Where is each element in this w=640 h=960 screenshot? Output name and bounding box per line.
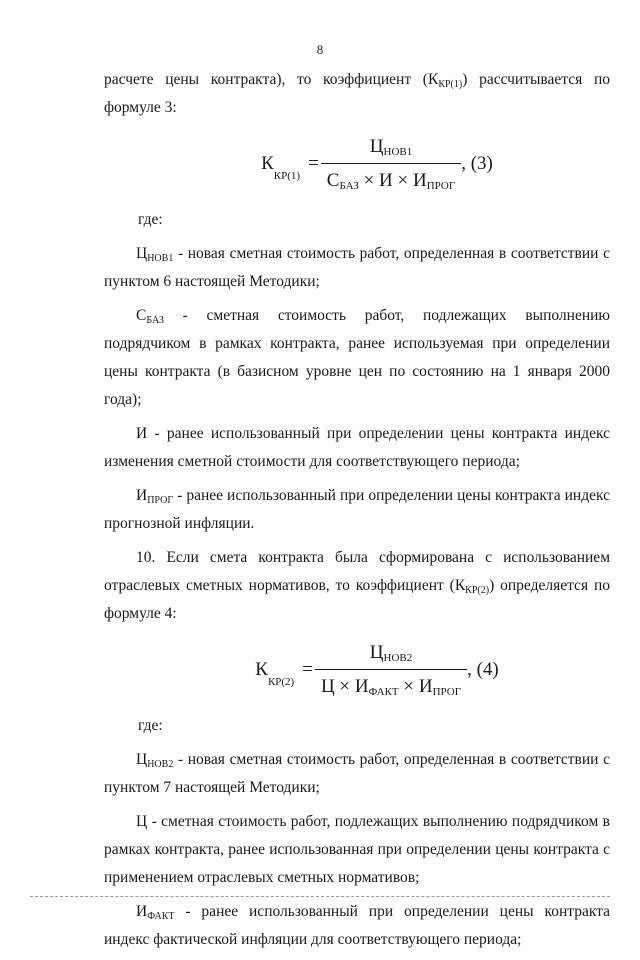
f4-fraction xyxy=(321,639,461,701)
p10-sub: КР(2) xyxy=(465,585,490,596)
e3-symbol: И xyxy=(136,903,148,920)
def-iprog xyxy=(104,482,610,538)
where-label-1: где: xyxy=(138,211,163,228)
d1-sub: НОВ1 xyxy=(147,253,174,264)
e3-text: - ранее использованный при определении цены контракта индекс фактической инфляции для соответствующего периода; xyxy=(104,903,610,948)
f4-den-c: И xyxy=(418,676,433,697)
f3-den-c-sub: ПРОГ xyxy=(426,180,456,192)
f3-num: Ц xyxy=(369,136,384,157)
def-i: И - ранее использованный при определении цены контракта индекс изменения сметной стоимости для соответствующего периода; xyxy=(104,425,610,470)
f3-den-a-sub: БАЗ xyxy=(339,180,359,192)
p10-text-end: ) определяется по формуле 4: xyxy=(104,577,610,622)
d1-text: - новая сметная стоимость работ, определенная в соответствии с пунктом 6 настоящей Методики; xyxy=(104,245,610,290)
def-tsnov1 xyxy=(104,240,610,296)
formula-4: К КР(2) = $\frac{Ц_{НОВ2}}{Ц \times И_{ФАКТ} \times И_{ПРОГ}}$ , (4) xyxy=(144,638,610,702)
f3-den-a: С xyxy=(326,170,340,191)
f3-equals: = xyxy=(308,153,319,174)
f4-den-b-sub: ФАКТ xyxy=(368,686,399,698)
def-sbaz xyxy=(104,302,610,414)
intro-paragraph xyxy=(104,66,610,122)
f3-number: , (3) xyxy=(461,153,493,174)
p10-text: 10. Если смета контракта была сформирована с использованием отраслевых сметных нормативов, то коэффициент (К xyxy=(104,549,610,594)
d2-symbol: С xyxy=(136,307,147,324)
intro-text-end: ) рассчитывается по формуле 3: xyxy=(104,71,610,116)
formula-3: К КР(1) = $\frac{Ц_{НОВ1}}{С_{БАЗ} \times И \times И_{ПРОГ}}$ , (3) xyxy=(144,132,610,196)
f4-den-c-sub: ПРОГ xyxy=(432,686,462,698)
def-ifakt xyxy=(104,898,610,954)
f3-den-b: И xyxy=(379,170,393,191)
e1-sub: НОВ2 xyxy=(147,759,174,770)
document-body xyxy=(104,66,610,960)
f4-den-b: И xyxy=(354,676,369,697)
paragraph-10 xyxy=(104,544,610,628)
f3-lhs: К xyxy=(261,153,274,174)
e1-text: - новая сметная стоимость работ, определенная в соответствии с пунктом 7 настоящей Методики; xyxy=(104,751,610,796)
f3-times-2: × xyxy=(397,170,409,191)
page-number: 8 xyxy=(316,42,324,57)
intro-sub: КР(1) xyxy=(438,79,463,90)
d2-text: - сметная стоимость работ, подлежащих выполнению подрядчиком в рамках контракта, ранее используемая при определении цены контракта (в базисном уровне цен по состоянию на 1 января 2000 года); xyxy=(104,307,610,408)
f3-fraction xyxy=(327,133,455,195)
f4-num: Ц xyxy=(369,642,384,663)
where-label-2: где: xyxy=(138,717,163,734)
f3-num-sub: НОВ1 xyxy=(383,146,413,158)
f3-den-c: И xyxy=(413,170,427,191)
intro-text: расчете цены контракта), то коэффициент (К xyxy=(104,71,439,88)
f4-number: , (4) xyxy=(467,659,499,680)
f4-den-a: Ц xyxy=(320,676,335,697)
scan-bottom-edge xyxy=(30,896,610,897)
f4-times-1: × xyxy=(339,676,351,697)
e1-symbol: Ц xyxy=(136,751,148,768)
e3-sub: ФАКТ xyxy=(147,911,175,922)
def-tsnov2 xyxy=(104,746,610,802)
f4-equals: = xyxy=(302,659,313,680)
d4-symbol: И xyxy=(136,487,148,504)
f3-times-1: × xyxy=(363,170,375,191)
d2-sub: БАЗ xyxy=(146,315,164,326)
f4-times-2: × xyxy=(403,676,415,697)
def-ts: Ц - сметная стоимость работ, подлежащих выполнению подрядчиком в рамках контракта, ранее использованная при определении цены контракта с применением отраслевых сметных нормативов; xyxy=(104,813,610,886)
d4-sub: ПРОГ xyxy=(147,495,174,506)
d4-text: - ранее использованный при определении цены контракта индекс прогнозной инфляции. xyxy=(104,487,610,532)
d1-symbol: Ц xyxy=(136,245,148,262)
f4-num-sub: НОВ2 xyxy=(383,652,413,664)
f4-lhs: К xyxy=(255,659,268,680)
